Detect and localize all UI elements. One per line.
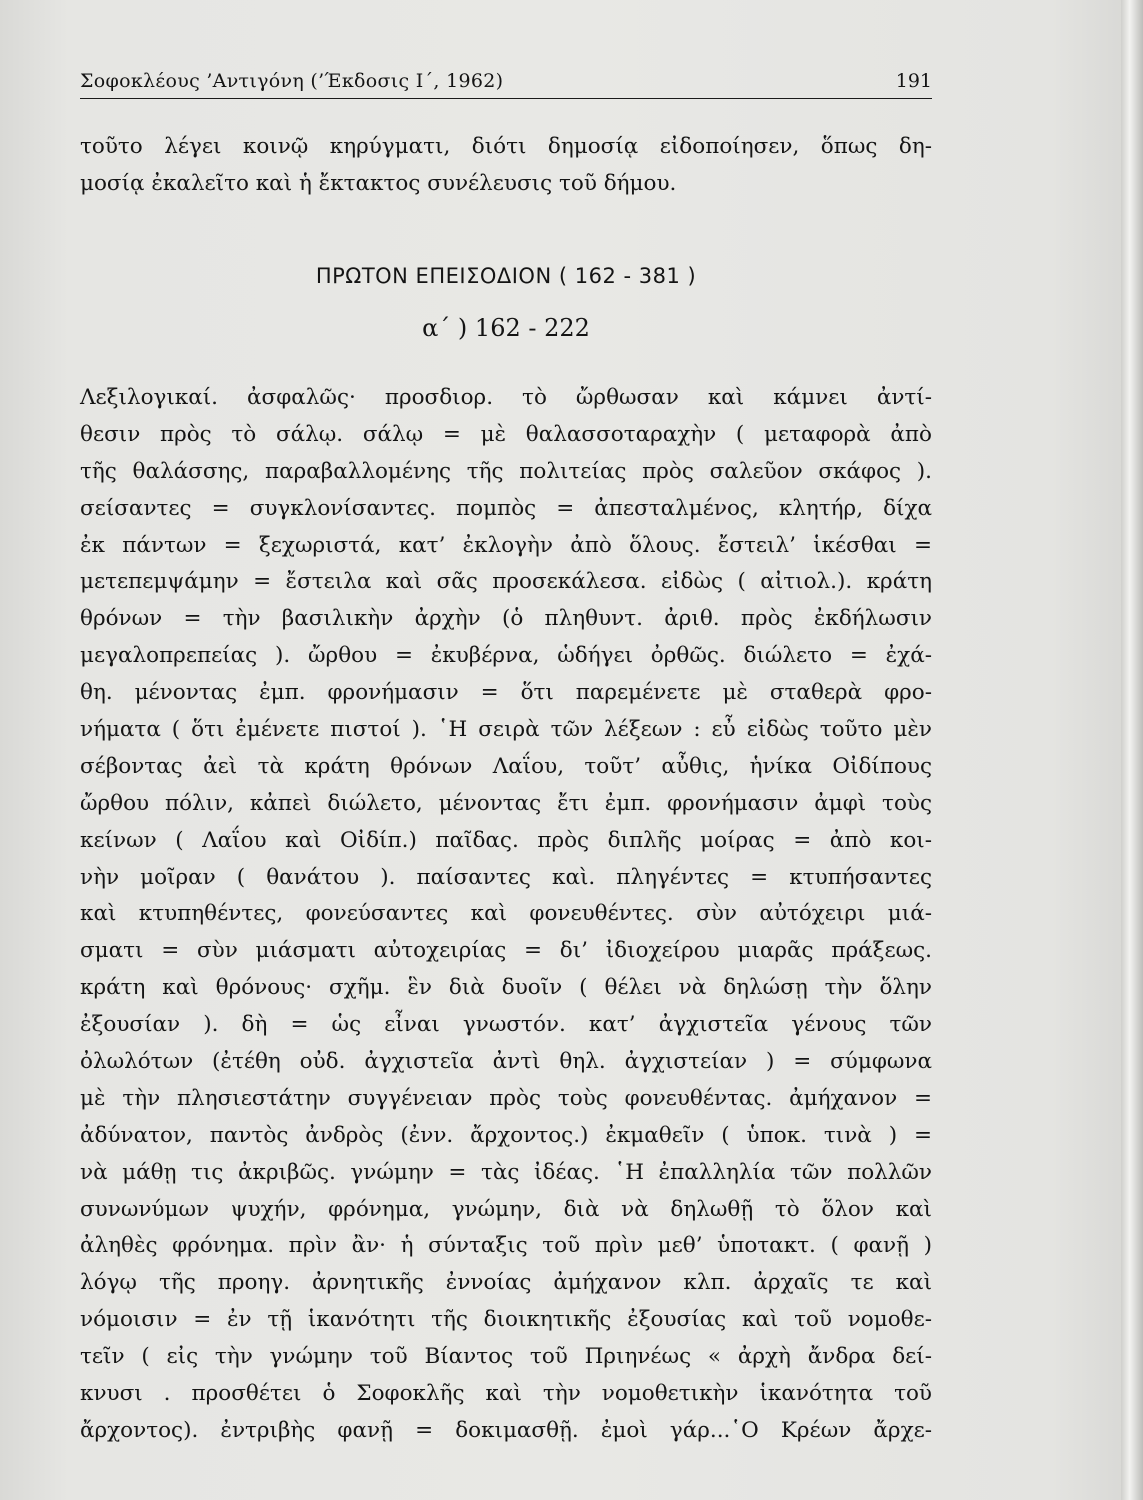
page-edge (1121, 0, 1143, 1500)
text-line: συνωνύμων ψυχήν, φρόνημα, γνώμην, διὰ νὰ δηλωθῇ τὸ ὅλον καὶ (80, 1196, 932, 1222)
intro-paragraph (80, 128, 932, 203)
text-line: κνυσι . προσθέτει ὁ Σοφοκλῆς καὶ τὴν νομοθετικὴν ἱκανότητα τοῦ (80, 1381, 932, 1407)
episode-heading: ΠΡΩΤΟΝ ΕΠΕΙΣΟΔΙΟΝ ( 162 - 381 ) (315, 264, 697, 288)
text-line: κράτη καὶ θρόνους· σχῆμ. ἓν διὰ δυοῖν ( θέλει νὰ δηλώσῃ τὴν ὅλην (80, 975, 932, 1001)
text-line: Λεξιλογικαί. ἀσφαλῶς· προσδιορ. τὸ ὤρθωσαν καὶ κάμνει ἀντί- (80, 385, 932, 410)
text-line: τῆς θαλάσσης, παραβαλλομένης τῆς πολιτείας πρὸς σαλεῦον σκάφος ). (80, 458, 932, 484)
text-line: τοῦτο λέγει κοινῷ κηρύγματι, διότι δημοσίᾳ εἰδοποίησεν, ὅπως δη- (80, 134, 932, 159)
text-line: ἀληθὲς φρόνημα. πρὶν ἂν· ἡ σύνταξις τοῦ πρὶν μεθ’ ὑποτακτ. ( φανῇ ) (80, 1233, 932, 1259)
text-line: σείσαντες = συγκλονίσαντες. πομπὸς = ἀπεσταλμένος, κλητήρ, δίχα (80, 495, 932, 521)
text-line: κείνων ( Λαΐου καὶ Οἰδίπ.) παῖδας. πρὸς διπλῆς μοίρας = ἀπὸ κοι- (80, 827, 932, 853)
text-line: θεσιν πρὸς τὸ σάλῳ. σάλῳ = μὲ θαλασσοταραχὴν ( μεταφορὰ ἀπὸ (80, 421, 932, 447)
text-line: σματι = σὺν μιάσματι αὐτοχειρίας = δι’ ἰδιοχείρου μιαρᾶς πράξεως. (80, 938, 932, 964)
text-line: νὴν μοῖραν ( θανάτου ). παίσαντες καὶ. πληγέντες = κτυπήσαντες (80, 864, 932, 890)
text-line: μοσίᾳ ἐκαλεῖτο καὶ ἡ ἔκτακτος συνέλευσις τοῦ δήμου. (80, 171, 677, 197)
page-number: 191 (895, 70, 932, 92)
text-line: λόγῳ τῆς προηγ. ἀρνητικῆς ἐννοίας ἀμήχανον κλπ. ἀρχαῖς τε καὶ (80, 1270, 932, 1296)
text-line: νὰ μάθῃ τις ἀκριβῶς. γνώμην = τὰς ἰδέας. ῾Η ἐπαλληλία τῶν πολλῶν (80, 1159, 932, 1185)
text-line: ἀδύνατον, παντὸς ἀνδρὸς (ἐνν. ἄρχοντος.) ἐκμαθεῖν ( ὑποκ. τινὰ ) = (80, 1122, 932, 1148)
running-title: Σοφοκλέους ’Αντιγόνη (’Έκδοσις Ι΄, 1962) (80, 70, 504, 92)
text-line: μὲ τὴν πλησιεστάτην συγγένειαν πρὸς τοὺς φονευθέντας. ἀμήχανον = (80, 1085, 932, 1111)
text-line: ἐκ πάντων = ξεχωριστά, κατ’ ἐκλογὴν ἀπὸ ὅλους. ἔστειλ’ ἱκέσθαι = (80, 532, 932, 558)
text-line: θη. μένοντας ἐμπ. φρονήμασιν = ὅτι παρεμένετε μὲ σταθερὰ φρο- (80, 680, 932, 706)
text-line: νήματα ( ὅτι ἐμένετε πιστοί ). ῾Η σειρὰ τῶν λέξεων : εὖ εἰδὼς τοῦτο μὲν (80, 717, 932, 743)
running-header (80, 62, 932, 99)
text-line: νόμοισιν = ἐν τῇ ἱκανότητι τῆς διοικητικῆς ἐξουσίας καὶ τοῦ νομοθε- (80, 1307, 932, 1333)
text-line: καὶ κτυπηθέντες, φονεύσαντες καὶ φονευθέντες. σὺν αὐτόχειρι μιά- (80, 901, 932, 927)
text-line: τεῖν ( εἰς τὴν γνώμην τοῦ Βίαντος τοῦ Πριηνέως « ἀρχὴ ἄνδρα δεί- (80, 1344, 932, 1370)
text-line: μεγαλοπρεπείας ). ὤρθου = ἐκυβέρνα, ὡδήγει ὀρθῶς. διώλετο = ἐχά- (80, 643, 932, 669)
text-line: σέβοντας ἀεὶ τὰ κράτη θρόνων Λαΐου, τοῦτ’ αὖθις, ἡνίκα Οἰδίπους (80, 753, 932, 779)
text-line: ὀλωλότων (ἐτέθη οὐδ. ἀγχιστεῖα ἀντὶ θηλ. ἀγχιστείαν ) = σύμφωνα (80, 1049, 932, 1075)
text-line: ἐξουσίαν ). δὴ = ὡς εἶναι γνωστόν. κατ’ ἀγχιστεῖα γένους τῶν (80, 1012, 932, 1038)
lexical-notes (80, 380, 932, 1450)
text-line: μετεπεμψάμην = ἔστειλα καὶ σᾶς προσεκάλεσα. εἰδὼς ( αἰτιολ.). κράτη (80, 569, 932, 595)
text-line: ἄρχοντος). ἐντριβὴς φανῇ = δοκιμασθῇ. ἐμοὶ γάρ...῾Ο Κρέων ἄρχε- (80, 1417, 932, 1443)
section-heading: α΄ ) 162 - 222 (422, 314, 590, 342)
text-line: ὤρθου πόλιν, κἀπεὶ διώλετο, μένοντας ἔτι ἐμπ. φρονήμασιν ἀμφὶ τοὺς (80, 790, 932, 816)
text-line: θρόνων = τὴν βασιλικὴν ἀρχὴν (ὁ πληθυντ. ἀριθ. πρὸς ἐκδήλωσιν (80, 606, 932, 632)
